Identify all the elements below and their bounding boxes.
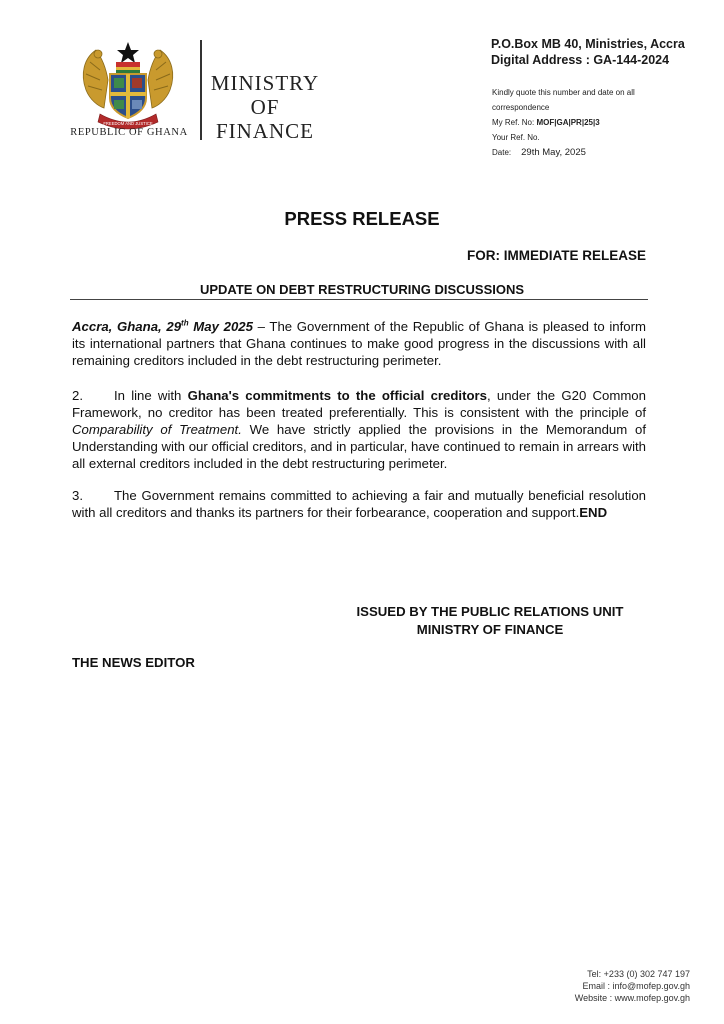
ministry-wordmark bbox=[206, 71, 324, 143]
issued-by-block bbox=[330, 603, 650, 639]
ghana-coat-of-arms-logo bbox=[76, 40, 180, 132]
date-label: Date: bbox=[492, 148, 512, 157]
dateline-end: May 2025 bbox=[188, 319, 253, 334]
paragraph-2-bold: Ghana's commitments to the official creditors bbox=[187, 388, 488, 403]
ministry-line-1: MINISTRY bbox=[210, 71, 320, 95]
date-row bbox=[492, 145, 635, 160]
paragraph-2-text-b: , under the G20 Common Framework, no creditor has been treated preferentially. This is consistent with the principle of bbox=[72, 388, 646, 420]
postal-address bbox=[491, 36, 685, 68]
crest-caption: REPUBLIC OF GHANA bbox=[70, 127, 188, 138]
news-editor-heading: THE NEWS EDITOR bbox=[72, 655, 195, 670]
paragraph-3-number: 3. bbox=[72, 488, 83, 503]
contact-website: Website : www.mofep.gov.gh bbox=[574, 993, 690, 1003]
issued-line-2: MINISTRY OF FINANCE bbox=[416, 622, 564, 637]
release-note: FOR: IMMEDIATE RELEASE bbox=[466, 248, 646, 263]
quote-note-line-1: Kindly quote this number and date on all bbox=[492, 88, 635, 97]
dateline: Accra, Ghana, 29 bbox=[72, 319, 182, 334]
contact-tel: Tel: +233 (0) 302 747 197 bbox=[587, 969, 690, 979]
reference-block bbox=[492, 85, 635, 160]
address-line-1: P.O.Box MB 40, Ministries, Accra bbox=[491, 37, 685, 51]
my-ref-row bbox=[492, 115, 635, 130]
my-ref-value: MOF|GA|PR|25|3 bbox=[536, 118, 600, 127]
address-line-2: Digital Address : GA-144-2024 bbox=[491, 53, 670, 67]
dateline-superscript: th bbox=[181, 318, 189, 328]
ministry-line-2: OF bbox=[250, 95, 280, 119]
paragraph-1-text: – The Government of the Republic of Ghana is pleased to inform its international partners that Ghana continues to make good progress in the discussions with all remaining creditors included in the debt restructuring perimeter. bbox=[72, 319, 646, 368]
date-value: 29th May, 2025 bbox=[521, 147, 586, 158]
paragraph-3 bbox=[72, 487, 646, 521]
paragraph-2-text-c: We have strictly applied the provisions in the Memorandum of Understanding with our official creditors, and in particular, have continued to remain in arrears with all external creditors included in the debt restructuring perimeter. bbox=[72, 422, 646, 471]
header-divider bbox=[200, 40, 202, 140]
paragraph-1 bbox=[72, 318, 646, 369]
issued-line-1: ISSUED BY THE PUBLIC RELATIONS UNIT bbox=[356, 604, 624, 619]
paragraph-2-number: 2. bbox=[72, 388, 83, 403]
crest-motto-text: FREEDOM AND JUSTICE bbox=[103, 121, 153, 126]
my-ref-label: My Ref. No: bbox=[492, 118, 535, 127]
paragraph-2 bbox=[72, 387, 646, 472]
contact-footer bbox=[575, 968, 690, 1004]
your-ref-label: Your Ref. No. bbox=[492, 133, 540, 142]
document-title: PRESS RELEASE bbox=[284, 208, 440, 229]
paragraph-2-italic: Comparability of Treatment. bbox=[72, 422, 242, 437]
subject-underline bbox=[70, 299, 648, 300]
contact-email: Email : info@mofep.gov.gh bbox=[582, 981, 690, 991]
paragraph-2-text-a: In line with bbox=[114, 388, 188, 403]
subject-heading: UPDATE ON DEBT RESTRUCTURING DISCUSSIONS bbox=[199, 282, 525, 297]
ministry-line-3: FINANCE bbox=[215, 119, 314, 143]
paragraph-3-text: The Government remains committed to achieving a fair and mutually beneficial resolution with all creditors and thanks its partners for their forbearance, cooperation and support. bbox=[72, 488, 646, 520]
quote-note-line-2: correspondence bbox=[492, 103, 550, 112]
paragraph-3-end: END bbox=[579, 505, 608, 520]
